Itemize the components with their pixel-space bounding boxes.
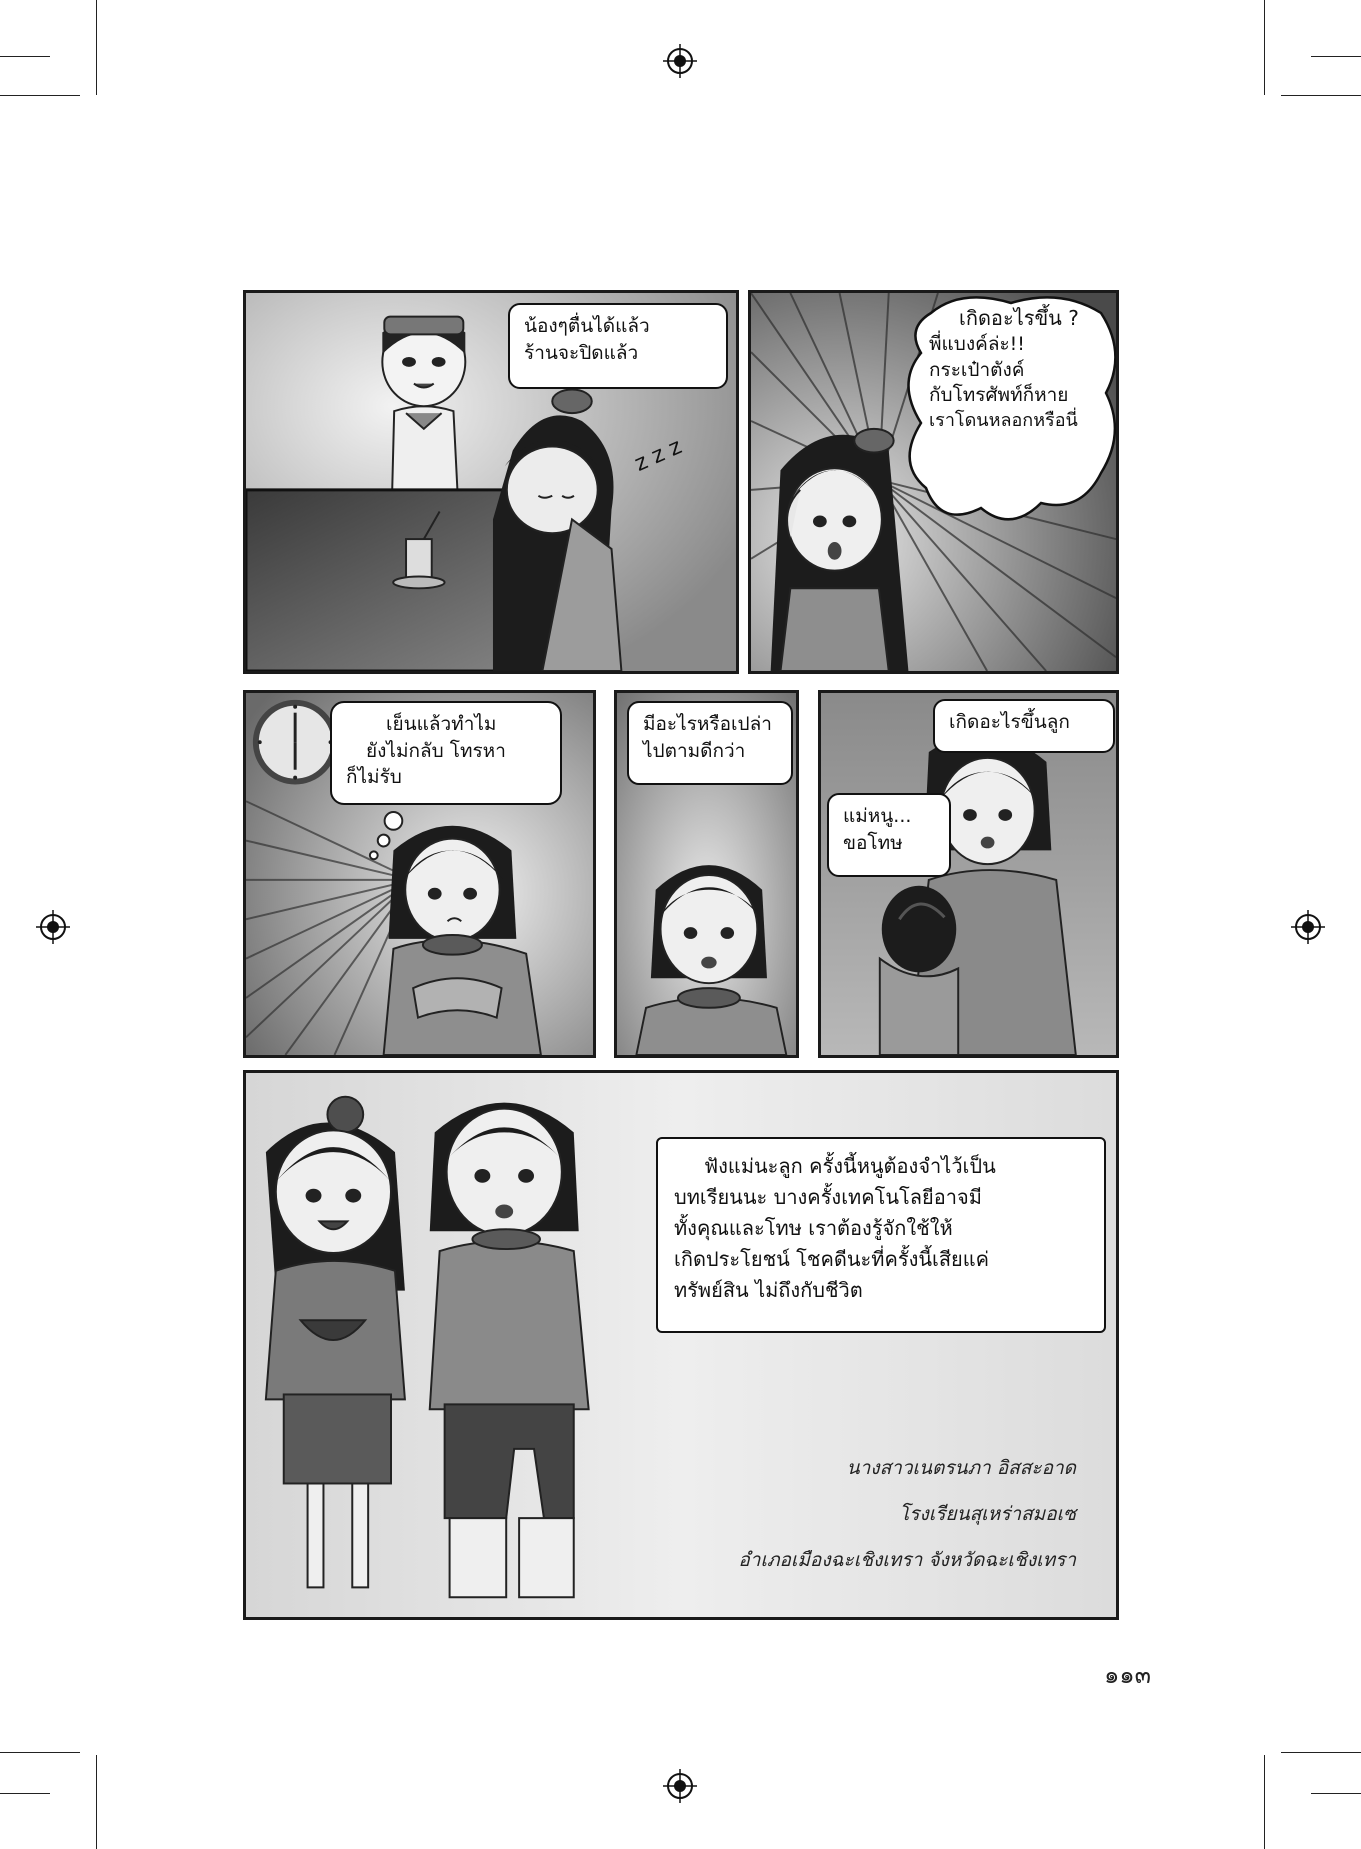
bubble-line: พี่แบงค์ล่ะ!! xyxy=(929,333,1025,355)
speech-bubble-daughter xyxy=(827,793,951,877)
snore-sound-effect: z z z xyxy=(631,434,686,477)
crop-mark xyxy=(1311,1793,1361,1794)
thought-bubble-girl xyxy=(929,305,1119,433)
comic-panel-5 xyxy=(818,690,1119,1058)
bubble-line: ขอโทษ xyxy=(843,831,903,854)
bubble-line: กระเป๋าตังค์ xyxy=(929,358,1025,381)
bubble-line: เกิดประโยชน์ โชคดีนะที่ครั้งนี้เสียแค่ xyxy=(674,1247,990,1271)
comic-panel-4 xyxy=(614,690,799,1058)
crop-mark xyxy=(96,35,97,95)
speech-bubble-mother xyxy=(330,701,562,805)
crop-mark xyxy=(1264,35,1265,95)
page-number: ๑๑๓ xyxy=(1104,1661,1151,1689)
registration-mark-icon xyxy=(663,1769,697,1803)
crop-mark xyxy=(0,1793,50,1794)
credit-school: โรงเรียนสุเหร่าสมอเซ xyxy=(899,1503,1076,1525)
bubble-line: ฟังแม่นะลูก ครั้งนี้หนูต้องจำไว้เป็น xyxy=(704,1154,996,1178)
bubble-line: บทเรียนนะ บางครั้งเทคโนโลยีอาจมี xyxy=(674,1185,982,1209)
bubble-line: ทั้งคุณและโทษ เราต้องรู้จักใช้ให้ xyxy=(674,1216,953,1240)
credit-location: อำเภอเมืองฉะเชิงเทรา จังหวัดฉะเชิงเทรา xyxy=(738,1549,1076,1571)
crop-mark xyxy=(0,1752,80,1753)
bubble-line: ก็ไม่รับ xyxy=(346,766,402,789)
bubble-line: เกิดอะไรขึ้นลูก xyxy=(949,711,1070,733)
speech-bubble-mother xyxy=(933,699,1115,753)
registration-mark-icon xyxy=(663,44,697,78)
crop-mark xyxy=(1311,56,1361,57)
crop-mark xyxy=(1281,95,1361,96)
bubble-line: ทรัพย์สิน ไม่ถึงกับชีวิต xyxy=(674,1278,863,1302)
crop-mark xyxy=(0,56,50,57)
crop-mark xyxy=(1281,1752,1361,1753)
bubble-line: เราโดนหลอกหรือนี่ xyxy=(929,409,1078,431)
bubble-line: ยังไม่กลับ โทรหา xyxy=(366,739,506,762)
bubble-line: น้องๆตื่นได้แล้ว xyxy=(524,315,650,337)
speech-bubble-waiter xyxy=(508,303,728,389)
comic-panel-2 xyxy=(748,290,1119,674)
speech-bubble-mother-lesson xyxy=(656,1137,1106,1333)
comic-panel-6 xyxy=(243,1070,1119,1620)
comic-panel-1 xyxy=(243,290,739,674)
registration-mark-icon xyxy=(1291,910,1325,944)
bubble-line: แม่หนู... xyxy=(843,805,912,827)
bubble-line: ร้านจะปิดแล้ว xyxy=(524,341,639,364)
crop-mark xyxy=(0,95,80,96)
bubble-line: เย็นแล้วทำไม xyxy=(386,713,497,735)
bubble-line: เกิดอะไรขึ้น ? xyxy=(959,306,1079,330)
speech-bubble-mother xyxy=(627,701,793,785)
crop-mark xyxy=(1264,1755,1265,1849)
comic-panel-3 xyxy=(243,690,596,1058)
credit-author-name: นางสาวเนตรนภา อิสสะอาด xyxy=(846,1457,1076,1479)
registration-mark-icon xyxy=(36,910,70,944)
bubble-line: มีอะไรหรือเปล่า xyxy=(643,713,772,735)
bubble-line: ไปตามดีกว่า xyxy=(643,739,746,762)
crop-mark xyxy=(96,1755,97,1849)
bubble-line: กับโทรศัพท์ก็หาย xyxy=(929,384,1069,407)
